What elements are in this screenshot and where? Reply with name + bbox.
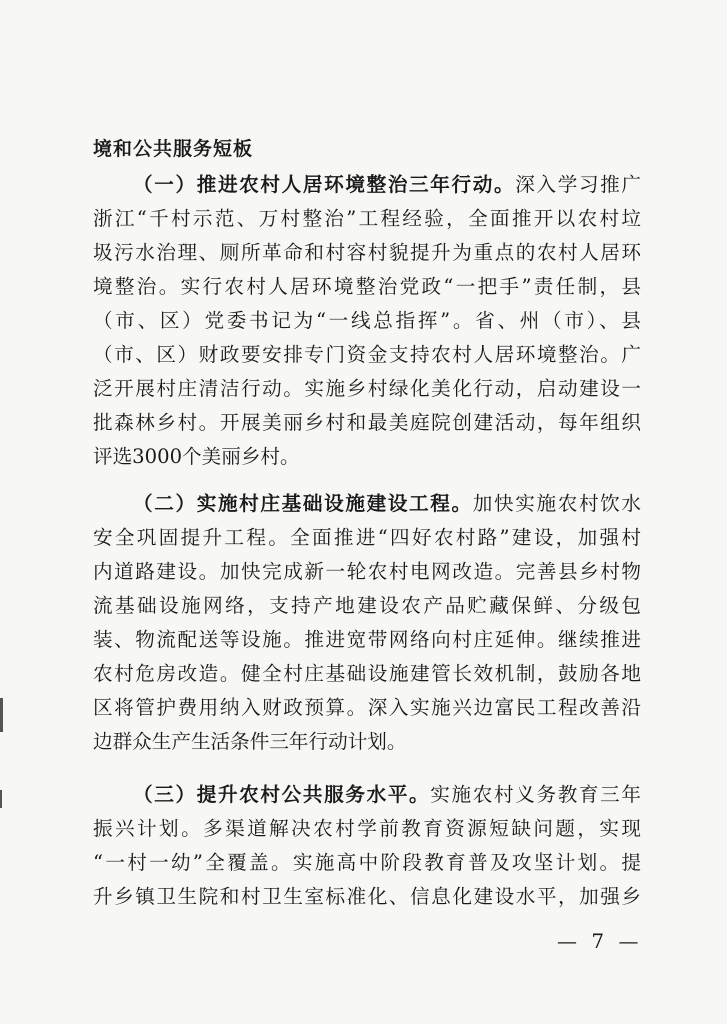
text-line: 境整治。实行农村人居环境整治党政“一把手”责任制，县 bbox=[93, 275, 641, 298]
text-line: 浙江“千村示范、万村整治”工程经验，全面推开以农村垃 bbox=[93, 207, 641, 230]
paragraph-title: （三）提升农村公共服务水平。 bbox=[133, 783, 431, 806]
page-number: — 7 — bbox=[557, 929, 643, 953]
paragraph-first-line bbox=[93, 487, 641, 521]
paragraph-text: 实施农村义务教育三年 bbox=[430, 783, 641, 806]
paragraph-first-line bbox=[93, 778, 641, 812]
text-line: 泛开展村庄清洁行动。实施乡村绿化美化行动，启动建设一 bbox=[93, 377, 641, 400]
paragraph-2 bbox=[93, 487, 641, 759]
scan-edge-mark bbox=[0, 698, 3, 732]
section-heading: 境和公共服务短板 bbox=[93, 138, 254, 160]
paragraph-title: （二）实施村庄基础设施建设工程。 bbox=[133, 492, 473, 515]
text-line: 农村危房改造。健全村庄基础设施建管长效机制，鼓励各地 bbox=[93, 662, 641, 685]
text-line: 边群众生产生活条件三年行动计划。 bbox=[93, 730, 407, 753]
text-line: 流基础设施网络，支持产地建设农产品贮藏保鲜、分级包 bbox=[93, 594, 641, 617]
text-line: 圾污水治理、厕所革命和村容村貌提升为重点的农村人居环 bbox=[93, 241, 641, 264]
text-line: 安全巩固提升工程。全面推进“四好农村路”建设，加强村 bbox=[93, 526, 641, 549]
text-line: 升乡镇卫生院和村卫生室标准化、信息化建设水平，加强乡 bbox=[93, 885, 641, 908]
text-line: 评选3000个美丽乡村。 bbox=[93, 445, 300, 468]
paragraph-first-line bbox=[93, 168, 641, 202]
paragraph-text: 加快实施农村饮水 bbox=[472, 492, 641, 515]
paragraph-3 bbox=[93, 778, 641, 914]
text-line: 区将管护费用纳入财政预算。深入实施兴边富民工程改善沿 bbox=[93, 696, 641, 719]
text-line: 批森林乡村。开展美丽乡村和最美庭院创建活动，每年组织 bbox=[93, 411, 641, 434]
text-line: 内道路建设。加快完成新一轮农村电网改造。完善县乡村物 bbox=[93, 560, 641, 583]
text-line: 装、物流配送等设施。推进宽带网络向村庄延伸。继续推进 bbox=[93, 628, 641, 651]
text-line: （市、区）党委书记为“一线总指挥”。省、州（市）、县 bbox=[93, 309, 641, 332]
paragraph-title: （一）推进农村人居环境整治三年行动。 bbox=[133, 173, 516, 196]
scan-edge-mark bbox=[0, 790, 2, 808]
paragraph-1 bbox=[93, 168, 641, 474]
text-line: 振兴计划。多渠道解决农村学前教育资源短缺问题，实现 bbox=[93, 817, 641, 840]
text-line: （市、区）财政要安排专门资金支持农村人居环境整治。广 bbox=[93, 343, 641, 366]
text-line: “一村一幼”全覆盖。实施高中阶段教育普及攻坚计划。提 bbox=[93, 851, 641, 874]
paragraph-text: 深入学习推广 bbox=[515, 173, 641, 196]
